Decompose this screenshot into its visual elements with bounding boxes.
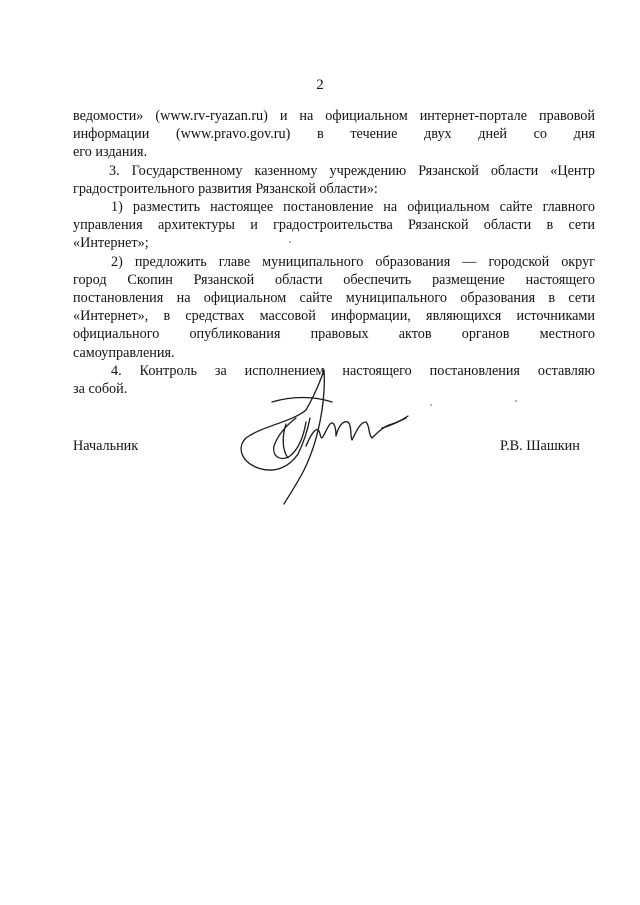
text-line: 1) разместить настоящее постановление на официальном сайте главного — [111, 199, 595, 216]
text-line: информации (www.pravo.gov.ru) в течение двух дней со дня — [73, 126, 595, 143]
text-line: «Интернет», в средствах массовой информации, являющихся источниками — [73, 308, 595, 325]
text-line: 2) предложить главе муниципального образования — городской округ — [111, 253, 595, 270]
handwritten-signature — [232, 362, 422, 512]
text-line: градостроительного развития Рязанской области»: — [73, 180, 378, 197]
text-line: 4. Контроль за исполнением настоящего постановления оставляю — [111, 362, 595, 379]
text-line: за собой. — [73, 381, 128, 398]
text-line: управления архитектуры и градостроительства Рязанской области в сети — [73, 217, 595, 234]
scan-speck — [515, 400, 517, 402]
page-number: 2 — [316, 77, 324, 93]
scan-speck — [430, 404, 432, 406]
document-body — [73, 107, 595, 398]
text-line: город Скопин Рязанской области обеспечить размещение настоящего — [73, 271, 595, 288]
text-line: его издания. — [73, 144, 148, 161]
text-line: самоуправления. — [73, 344, 175, 361]
text-line: ведомости» (www.rv-ryazan.ru) и на официальном интернет-портале правовой — [73, 108, 595, 124]
text-line: «Интернет»; — [73, 235, 149, 252]
text-line: постановления на официальном сайте муниципального образования в сети — [73, 290, 595, 307]
text-line: официального опубликования правовых актов органов местного — [73, 326, 595, 343]
text-line: 3. Государственному казенному учреждению Рязанской области «Центр — [109, 162, 595, 179]
signatory-name: Р.В. Шашкин — [500, 438, 580, 454]
scan-speck — [289, 241, 291, 243]
signatory-position: Начальник — [73, 438, 139, 454]
